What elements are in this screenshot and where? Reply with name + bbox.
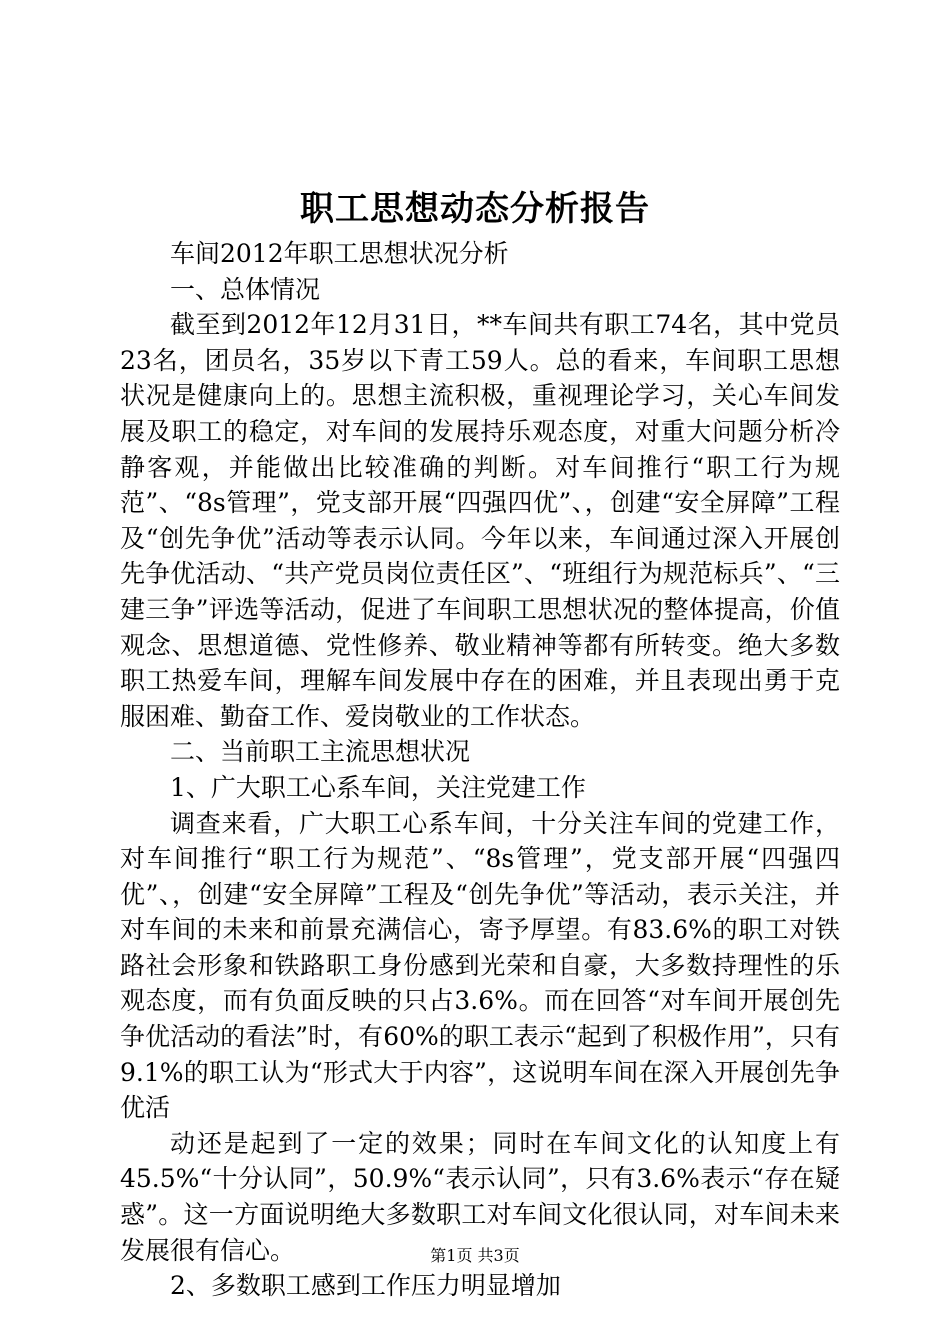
document-title: 职工思想动态分析报告 [300, 189, 650, 229]
subtitle-line: 车间2012年职工思想状况分析 [170, 239, 509, 268]
paragraph-overview: 截至到2012年12月31日，**车间共有职工74名，其中党员23名，团员名，35岁以下青工59人。总的看来，车间职工思想状况是健康向上的。思想主流积极，重视理论学习，关心车间发展及职工的稳定，对车间的发展持乐观态度，对重大问题分析冷静客观，并能做出比较准确的判断。对车间推行“职工行为规范”、“8s管理”，党支部开展“四强四优”、，创建“安全屏障”工程及“创先争优”活动等表示认同。今年以来，车间通过深入开展创先争优活动、“共产党员岗位责任区”、“班组行为规范标兵”、“三建三争”评选等活动，促进了车间职工思想状况的整体提高，价值观念、思想道德、党性修养、敬业精神等都有所转变。绝大多数职工热爱车间，理解车间发展中存在的困难，并且表现出勇于克服困难、勤奋工作、爱岗敬业的工作状态。 [120, 310, 840, 731]
subsection-heading-1: 1、广大职工心系车间，关注党建工作 [170, 772, 586, 802]
page-footer: 第1页 共3页 [430, 1246, 520, 1265]
paragraph-culture: 动还是起到了一定的效果；同时在车间文化的认知度上有45.5%“十分认同”，50.9%“表示认同”，只有3.6%表示“存在疑惑”。这一方面说明绝大多数职工对车间文化很认同，对车间未来发展很有信心。 [120, 1128, 840, 1265]
section-heading-2: 二、当前职工主流思想状况 [170, 737, 471, 767]
document-body [120, 236, 840, 1304]
paragraph-survey: 调查来看，广大职工心系车间，十分关注车间的党建工作，对车间推行“职工行为规范”、“8s管理”，党支部开展“四强四优”、，创建“安全屏障”工程及“创先争优”等活动，表示关注，并对车间的未来和前景充满信心，寄予厚望。有83.6%的职工对铁路社会形象和铁路职工身份感到光荣和自豪，大多数持理性的乐观态度，而有负面反映的只占3.6%。而在回答“对车间开展创先争优活动的看法”时，有60%的职工表示“起到了积极作用”，只有9.1%的职工认为“形式大于内容”，这说明车间在深入开展创先争优活 [120, 808, 840, 1123]
subsection-heading-2: 2、多数职工感到工作压力明显增加 [170, 1271, 561, 1301]
section-heading-1: 一、总体情况 [170, 274, 321, 304]
